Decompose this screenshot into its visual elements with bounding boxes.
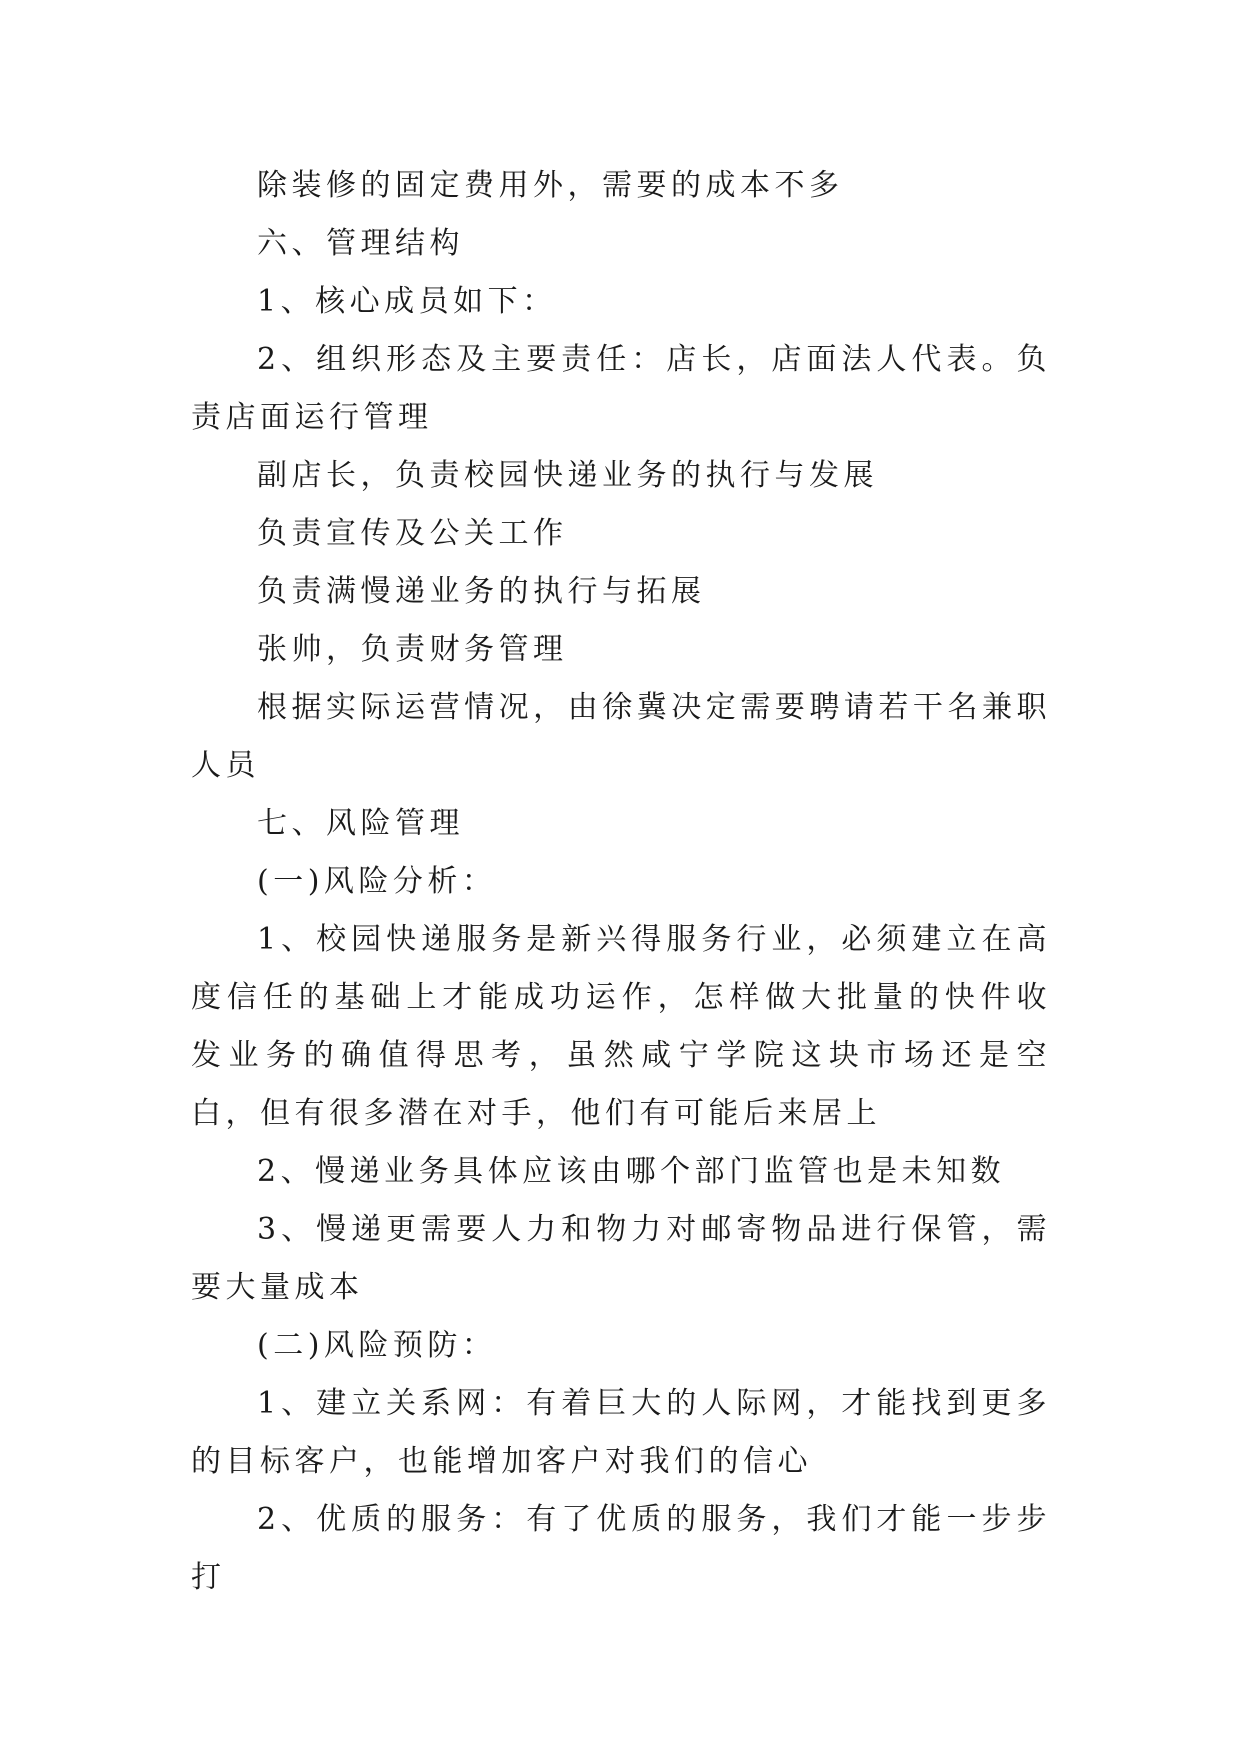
subheading-risk-prevention: (二)风险预防： — [257, 1328, 497, 1363]
paragraph-slow-delivery: 负责满慢递业务的执行与拓展 — [257, 574, 706, 609]
paragraph-finance: 张帅，负责财务管理 — [257, 632, 568, 667]
paragraph-publicity: 负责宣传及公关工作 — [257, 516, 568, 551]
paragraph-risk-2: 2、慢递业务具体应该由哪个部门监管也是未知数 — [257, 1154, 1006, 1189]
paragraph-part-time-staff: 根据实际运营情况，由徐冀决定需要聘请若干名兼职人员 — [191, 690, 1051, 783]
paragraph-risk-3: 3、慢递更需要人力和物力对邮寄物品进行保管，需要大量成本 — [191, 1212, 1051, 1305]
document-body — [191, 157, 1051, 1607]
section-heading-management-structure: 六、管理结构 — [257, 226, 464, 261]
section-heading-risk-management: 七、风险管理 — [257, 806, 464, 841]
subheading-risk-analysis: (一)风险分析： — [257, 864, 497, 899]
paragraph-prevention-1: 1、建立关系网：有着巨大的人际网，才能找到更多的目标客户，也能增加客户对我们的信心 — [191, 1386, 1051, 1479]
paragraph-risk-1: 1、校园快递服务是新兴得服务行业，必须建立在高度信任的基础上才能成功运作，怎样做大批量的快件收发业务的确值得思考，虽然咸宁学院这块市场还是空白，但有很多潜在对手，他们有可能后来居上 — [191, 922, 1051, 1131]
paragraph-prevention-2: 2、优质的服务：有了优质的服务，我们才能一步步打 — [191, 1502, 1051, 1595]
paragraph-cost: 除装修的固定费用外，需要的成本不多 — [257, 168, 844, 203]
paragraph-organization: 2、组织形态及主要责任：店长，店面法人代表。负责店面运行管理 — [191, 342, 1051, 435]
paragraph-deputy-manager: 副店长，负责校园快递业务的执行与发展 — [257, 458, 878, 493]
paragraph-core-members: 1、核心成员如下： — [257, 284, 557, 319]
